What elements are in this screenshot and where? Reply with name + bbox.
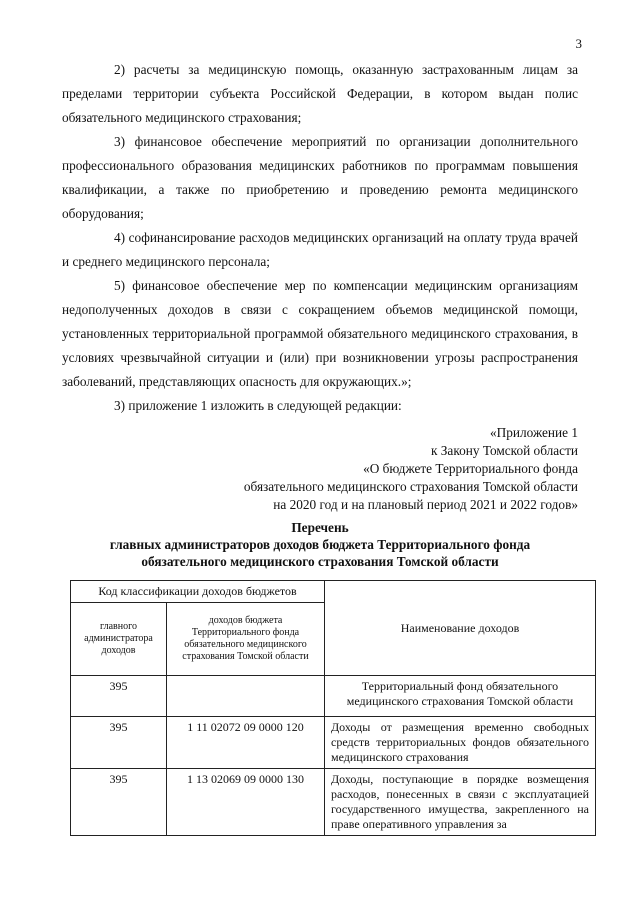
paragraph-item-5: 5) финансовое обеспечение мер по компенсации медицинским организациям недополученных доходов в связи с сокращением объемов медицинской помощи, установленных территориальной программой обязательного медицинского страхования, в условиях чрезвычайной ситуации и (или) при возникновении угрозы распространения заболеваний, представляющих опасность для окружающих.»; xyxy=(62,278,578,389)
title-line: главных администраторов доходов бюджета Территориального фонда xyxy=(109,537,531,552)
paragraph-item-4: 4) софинансирование расходов медицинских организаций на оплату труда врачей и среднего медицинского персонала; xyxy=(62,230,578,269)
cell-admin: 395 xyxy=(71,769,167,836)
table-row xyxy=(71,717,596,769)
table-header-code: доходов бюджета Территориального фонда обязательного медицинского страхования Томской области xyxy=(167,603,325,676)
appendix-header xyxy=(244,424,578,514)
cell-code: 1 11 02072 09 0000 120 xyxy=(167,717,325,769)
cell-code: 1 13 02069 09 0000 130 xyxy=(167,769,325,836)
table-header-name: Наименование доходов xyxy=(325,581,596,676)
table-row xyxy=(71,769,596,836)
table-row xyxy=(71,676,596,717)
appendix-line: «Приложение 1 xyxy=(490,425,578,440)
paragraph-item-3: 3) финансовое обеспечение мероприятий по организации дополнительного профессионального образования медицинских работников по программам повышения квалификации, а также по приобретению и проведению ремонта медицинского оборудования; xyxy=(62,134,578,221)
table-header-admin: главного администратора доходов xyxy=(71,603,167,676)
document-title xyxy=(62,519,578,570)
appendix-line: «О бюджете Территориального фонда xyxy=(363,461,578,476)
appendix-line: на 2020 год и на плановый период 2021 и 2022 годов» xyxy=(273,497,578,512)
cell-name: Доходы от размещения временно свободных средств территориальных фондов обязательного медицинского страхования xyxy=(325,717,596,769)
cell-name: Доходы, поступающие в порядке возмещения расходов, понесенных в связи с эксплуатацией государственного имущества, закрепленного на праве оперативного управления за xyxy=(325,769,596,836)
table-group-header: Код классификации доходов бюджетов xyxy=(71,581,325,603)
paragraph-amendment: 3) приложение 1 изложить в следующей редакции: xyxy=(114,398,402,413)
cell-code xyxy=(167,676,325,717)
title-line: обязательного медицинского страхования Томской области xyxy=(141,554,499,569)
revenue-table xyxy=(70,580,596,836)
cell-name: Территориальный фонд обязательного медицинского страхования Томской области xyxy=(325,676,596,717)
cell-admin: 395 xyxy=(71,676,167,717)
title-line: Перечень xyxy=(291,520,349,535)
page-number: 3 xyxy=(575,36,582,51)
paragraph-item-2: 2) расчеты за медицинскую помощь, оказанную застрахованным лицам за пределами территории субъекта Российской Федерации, в котором выдан полис обязательного медицинского страхования; xyxy=(62,62,578,125)
cell-admin: 395 xyxy=(71,717,167,769)
appendix-line: обязательного медицинского страхования Томской области xyxy=(243,479,578,494)
appendix-line: к Закону Томской области xyxy=(430,443,578,458)
